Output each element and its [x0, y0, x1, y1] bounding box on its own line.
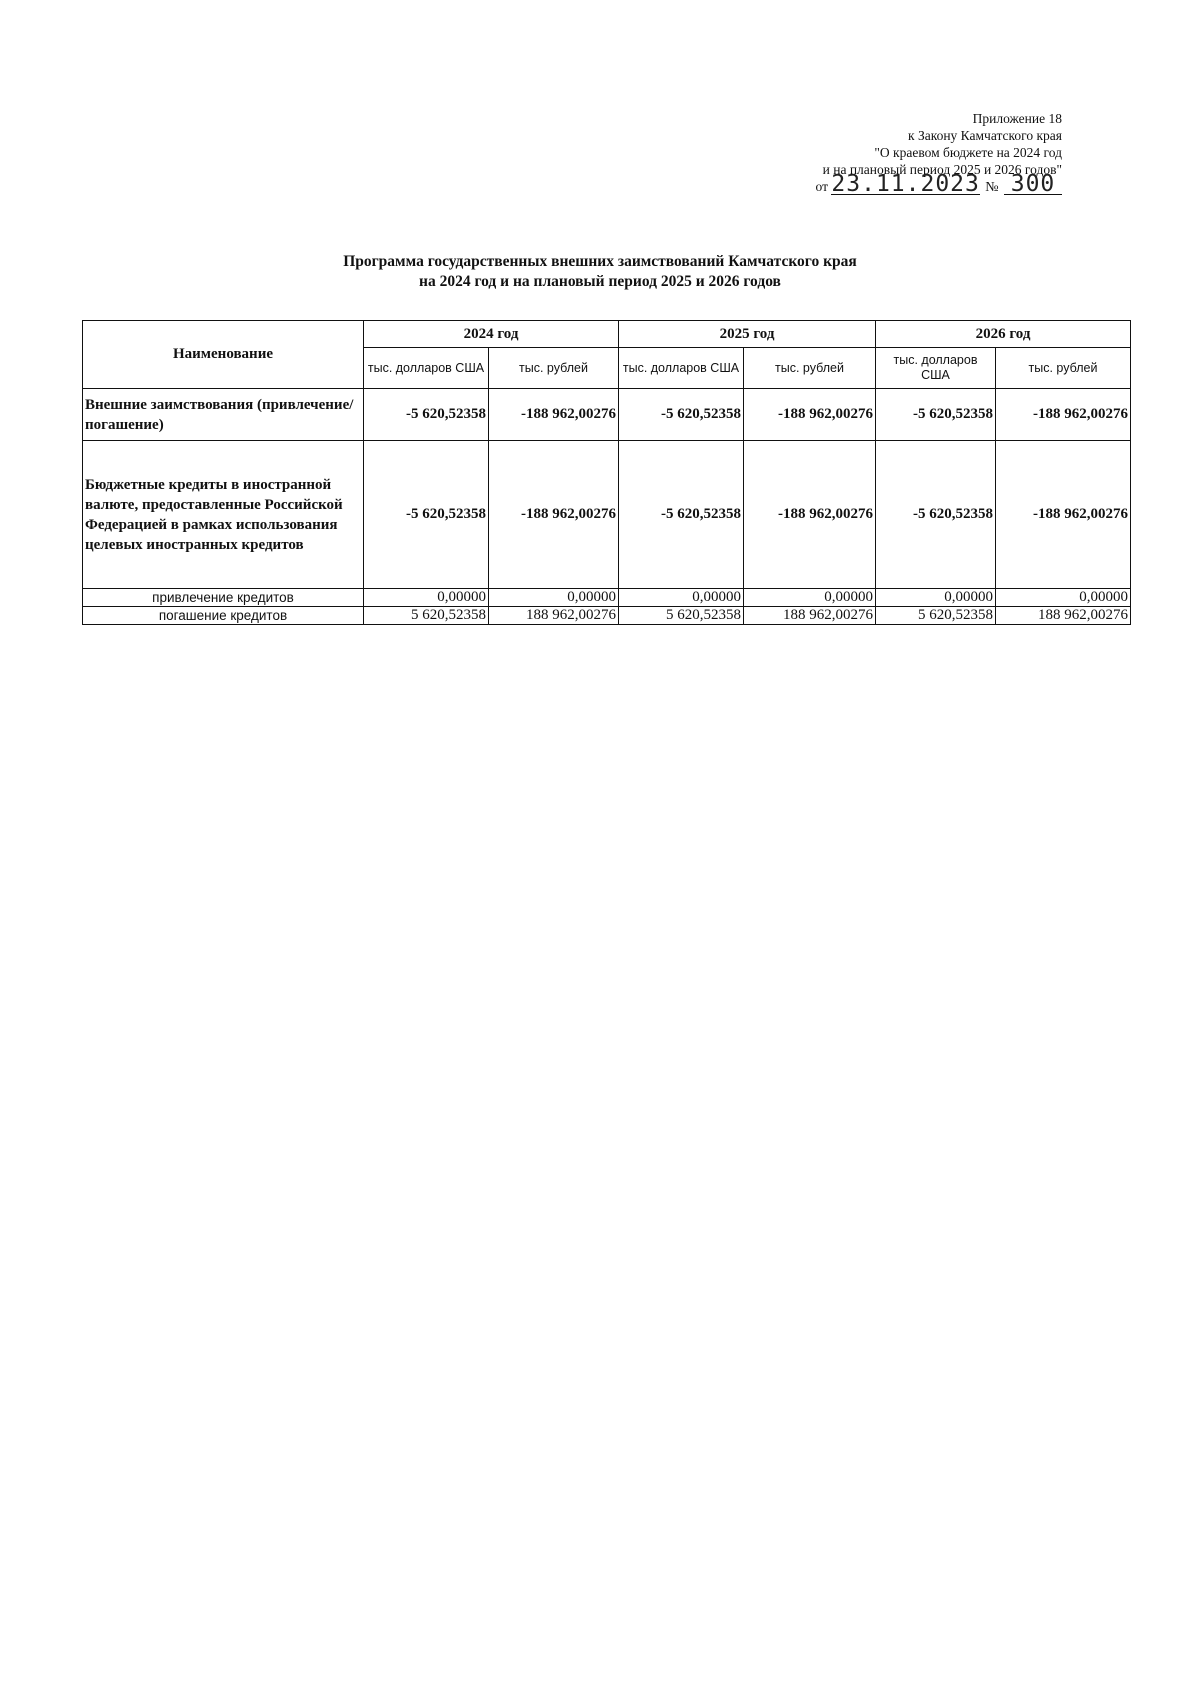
value-usd-2024: -5 620,52358 [364, 441, 489, 589]
value-rub-2025: 0,00000 [744, 589, 876, 607]
value-usd-2024: -5 620,52358 [364, 389, 489, 441]
name-column-header: Наименование [83, 321, 364, 389]
row-name: Внешние заимствования (привлечение/погашение) [83, 389, 364, 441]
title-line-1: Программа государственных внешних заимствований Камчатского края [343, 253, 857, 270]
number-label: № [985, 180, 999, 195]
value-usd-2026: 5 620,52358 [876, 607, 996, 625]
title-line-2: на 2024 год и на плановый период 2025 и 2026 годов [419, 273, 781, 290]
unit-rub-2026: тыс. рублей [996, 348, 1131, 389]
unit-rub-2024: тыс. рублей [489, 348, 619, 389]
unit-usd-2024: тыс. долларов США [364, 348, 489, 389]
row-name: привлечение кредитов [83, 589, 364, 607]
year-header-2025: 2025 год [619, 321, 876, 348]
attachment-line-3: "О краевом бюджете на 2024 год [874, 145, 1062, 160]
value-usd-2024: 0,00000 [364, 589, 489, 607]
value-usd-2024: 5 620,52358 [364, 607, 489, 625]
value-rub-2026: -188 962,00276 [996, 441, 1131, 589]
table-row-credit-attraction [83, 589, 1131, 607]
year-header-row [83, 321, 1131, 348]
value-usd-2026: -5 620,52358 [876, 389, 996, 441]
value-rub-2025: -188 962,00276 [744, 441, 876, 589]
table-row-external-borrowing [83, 389, 1131, 441]
year-header-2024: 2024 год [364, 321, 619, 348]
value-usd-2025: -5 620,52358 [619, 441, 744, 589]
value-rub-2026: 0,00000 [996, 589, 1131, 607]
unit-rub-2025: тыс. рублей [744, 348, 876, 389]
value-rub-2025: -188 962,00276 [744, 389, 876, 441]
value-rub-2024: -188 962,00276 [489, 389, 619, 441]
borrowing-program-table [82, 320, 1131, 625]
attachment-line-1: Приложение 18 [972, 111, 1062, 126]
value-usd-2026: 0,00000 [876, 589, 996, 607]
value-usd-2025: 5 620,52358 [619, 607, 744, 625]
value-usd-2025: -5 620,52358 [619, 389, 744, 441]
unit-usd-2025: тыс. долларов США [619, 348, 744, 389]
value-rub-2024: -188 962,00276 [489, 441, 619, 589]
table-row-budget-credits [83, 441, 1131, 589]
value-rub-2024: 0,00000 [489, 589, 619, 607]
date-value: 23.11.2023 [831, 171, 980, 197]
unit-usd-2026: тыс. долларов США [876, 348, 996, 389]
value-usd-2025: 0,00000 [619, 589, 744, 607]
attachment-line-2: к Закону Камчатского края [908, 128, 1062, 143]
row-name: Бюджетные кредиты в иностранной валюте, предоставленные Российской Федерацией в рамках использования целевых иностранных кредитов [83, 441, 364, 589]
attachment-date-line [662, 171, 1062, 197]
document-title [0, 252, 1200, 292]
row-name: погашение кредитов [83, 607, 364, 625]
value-usd-2026: -5 620,52358 [876, 441, 996, 589]
value-rub-2024: 188 962,00276 [489, 607, 619, 625]
value-rub-2025: 188 962,00276 [744, 607, 876, 625]
number-value: 300 [1004, 175, 1062, 195]
table-row-credit-repayment [83, 607, 1131, 625]
value-rub-2026: 188 962,00276 [996, 607, 1131, 625]
attachment-header [662, 110, 1062, 196]
value-rub-2026: -188 962,00276 [996, 389, 1131, 441]
attachment-line-4: и на плановый период 2025 и 2026 годов" [822, 162, 1062, 177]
year-header-2026: 2026 год [876, 321, 1131, 348]
date-prefix: от [815, 179, 829, 194]
